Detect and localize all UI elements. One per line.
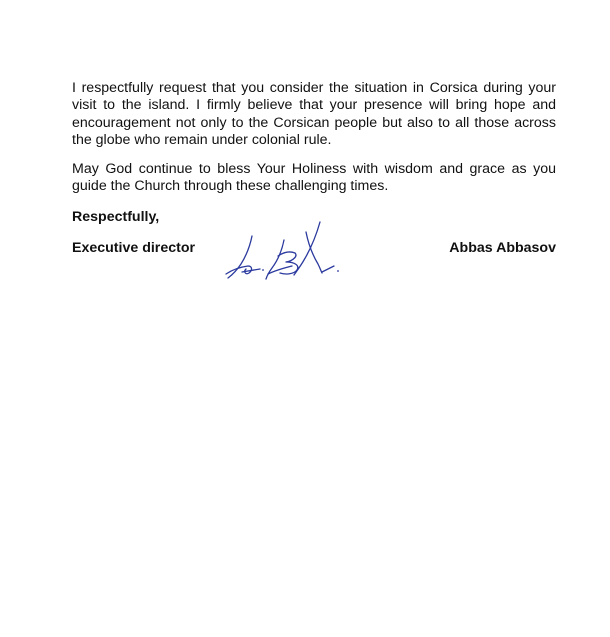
body-paragraph: May God continue to bless Your Holiness with wisdom and grace as you guide the Church through these challenging times. <box>72 161 556 195</box>
closing-salutation: Respectfully, <box>72 209 160 225</box>
signer-name: Abbas Abbasov <box>449 240 556 256</box>
body-paragraph: I respectfully request that you consider the situation in Corsica during your visit to the island. I firmly believe that your presence will bring hope and encouragement not only to the Corsican people but also to all those across the globe who remain under colonial rule. <box>72 80 556 148</box>
handwritten-signature <box>222 220 346 286</box>
signer-title: Executive director <box>72 240 196 256</box>
